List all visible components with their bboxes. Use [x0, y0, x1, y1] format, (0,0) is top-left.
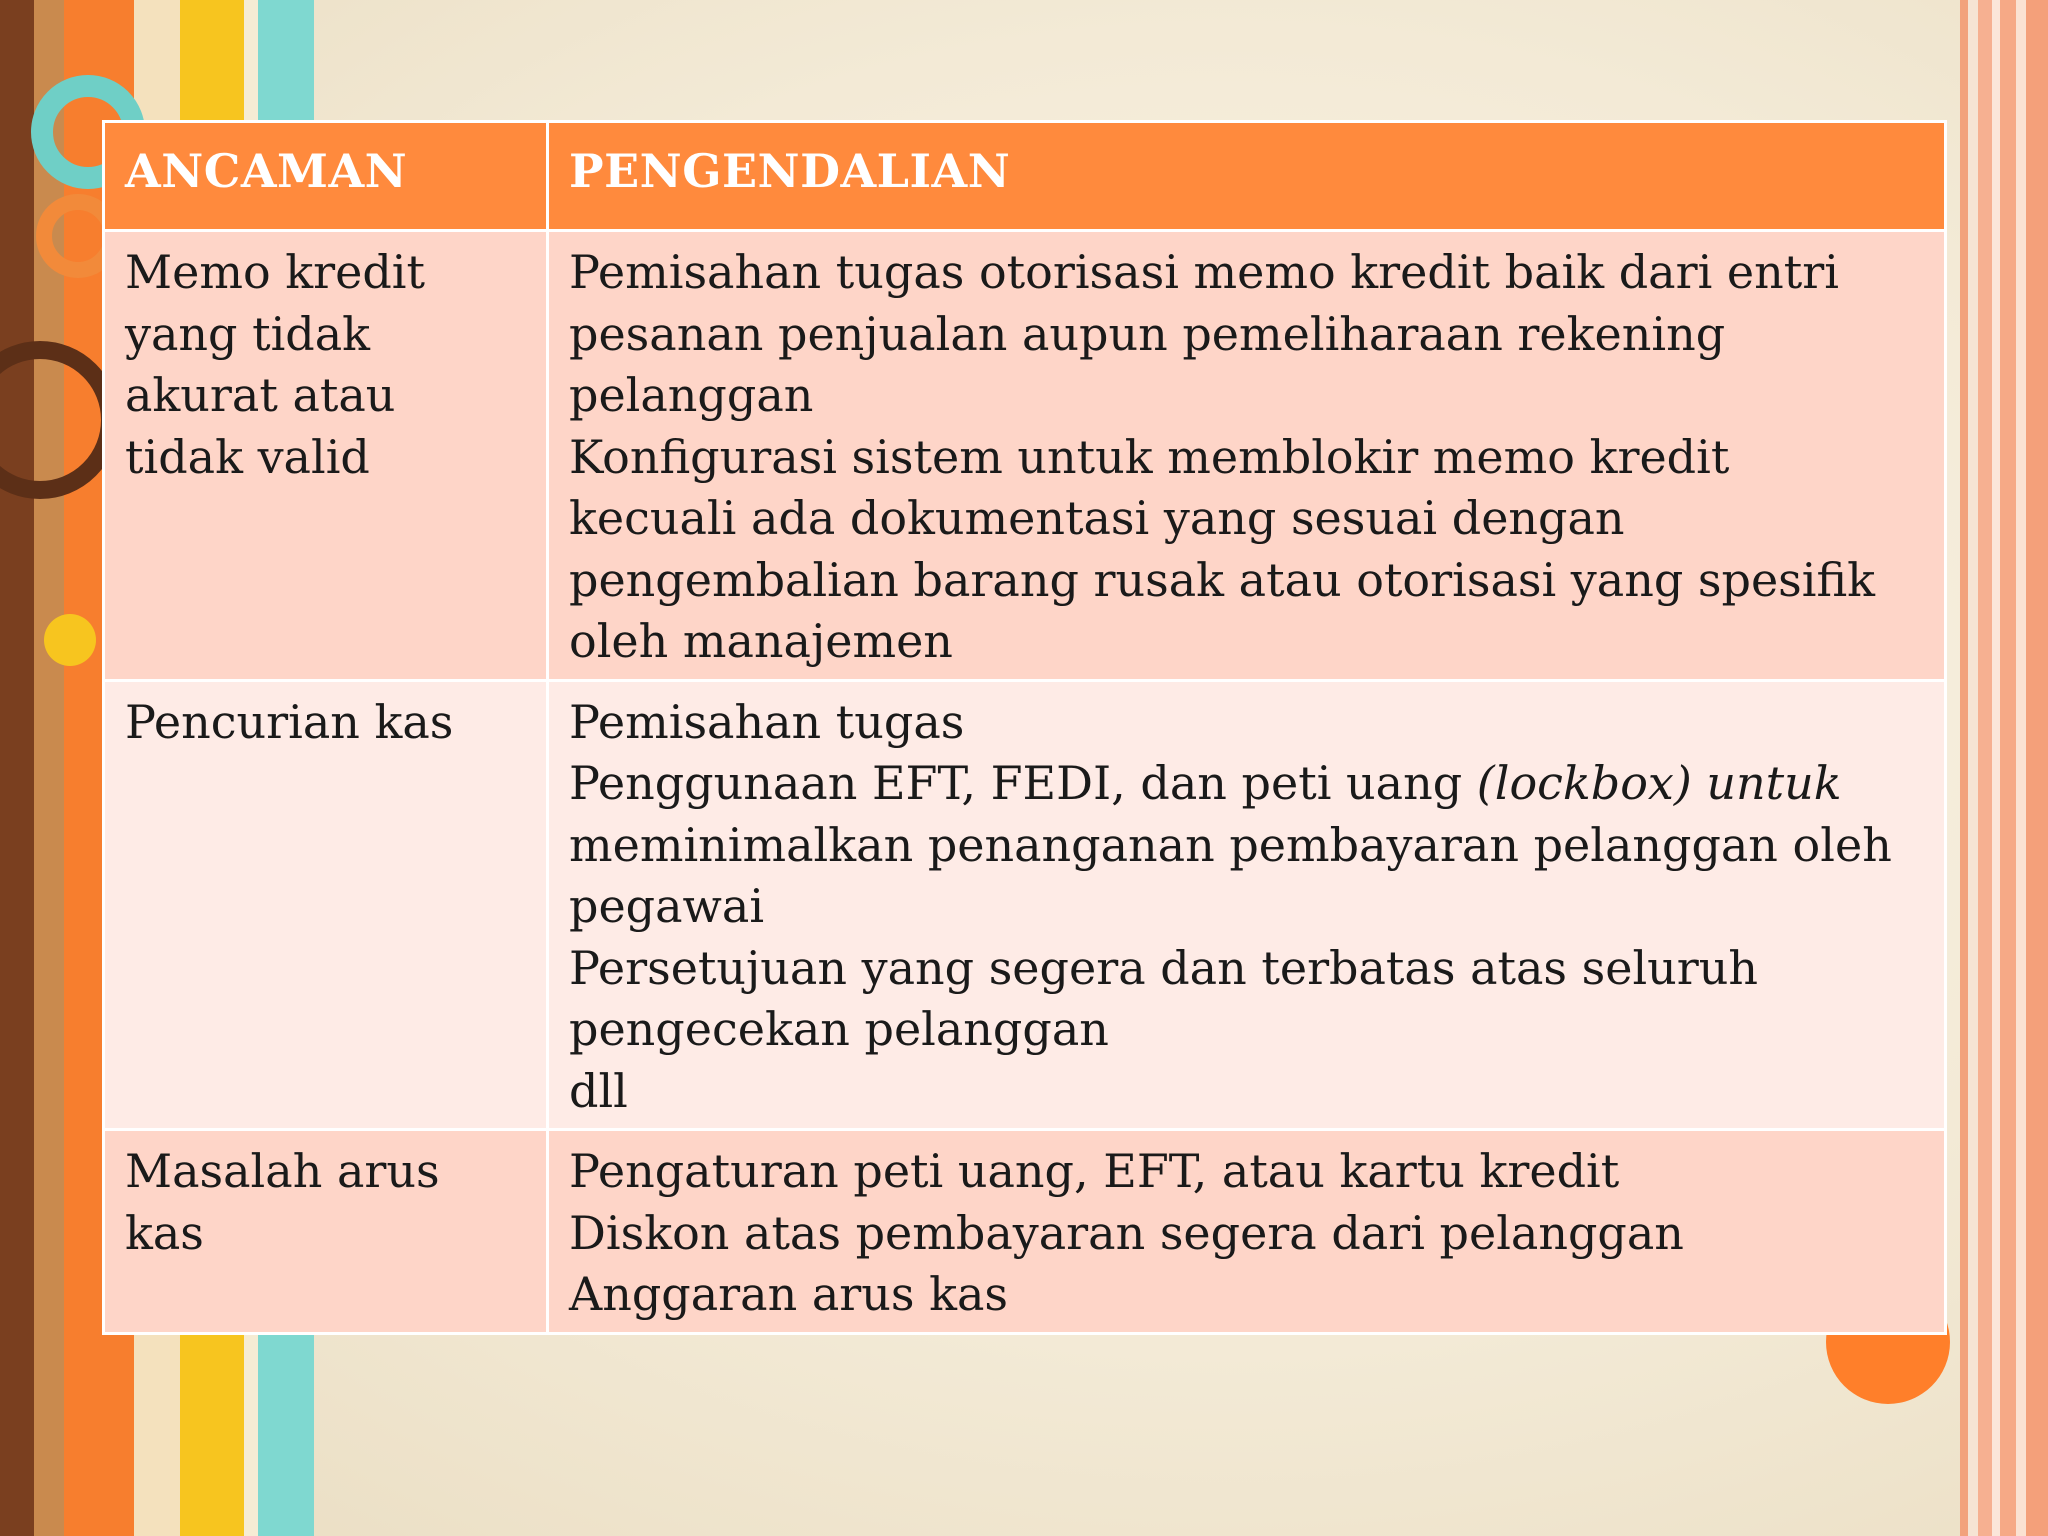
control-line [569, 753, 1926, 815]
control-cell [548, 231, 1946, 681]
header-threat: ANCAMAN [104, 122, 548, 231]
decor-ring-brown [0, 350, 110, 490]
header-control: PENGENDALIAN [548, 122, 1946, 231]
decor-right-stripe-3 [1978, 0, 1992, 1536]
control-line: Anggaran arus kas [569, 1267, 1008, 1321]
control-line: dll [569, 1063, 628, 1118]
control-line: Diskon atas pembayaran segera dari pelanggan [569, 1205, 1684, 1260]
control-cell [548, 680, 1946, 1130]
control-line: meminimalkan penanganan pembayaran pelanggan oleh [569, 817, 1892, 872]
control-line: Pemisahan tugas otorisasi memo kredit baik dari entri [569, 245, 1839, 299]
decor-right-stripe-4 [1992, 0, 2000, 1536]
control-line: oleh manajemen [569, 614, 953, 668]
control-line: Persetujuan yang segera dan terbatas atas seluruh [569, 940, 1759, 995]
threat-line: Pencurian kas [125, 694, 454, 749]
decor-right-stripe-5 [2000, 0, 2016, 1536]
threat-line: kas [125, 1205, 204, 1260]
control-line: pengecekan pelanggan [569, 1002, 1109, 1056]
control-line: Konfigurasi sistem untuk memblokir memo kredit [569, 429, 1730, 484]
threat-line: akurat atau [125, 368, 396, 422]
decor-right-stripe-6 [2016, 0, 2026, 1536]
control-line: pegawai [569, 879, 765, 933]
table-row [104, 231, 1946, 681]
control-line: kecuali ada dokumentasi yang sesuai dengan [569, 491, 1625, 545]
control-line: pesanan penjualan aupun pemeliharaan rekening [569, 306, 1726, 361]
threat-cell [104, 680, 548, 1130]
threat-line: Memo kredit [125, 245, 425, 299]
control-line: pelanggan [569, 368, 814, 422]
threat-cell [104, 231, 548, 681]
threats-controls-table [102, 120, 1947, 1335]
decor-dot-yellow [44, 614, 96, 666]
threat-line: Masalah arus [125, 1144, 440, 1198]
decor-right-stripe-2 [1968, 0, 1978, 1536]
control-line: Pengaturan peti uang, EFT, atau kartu kredit [569, 1144, 1620, 1198]
control-line-text: Penggunaan EFT, FEDI, dan peti uang [569, 756, 1477, 810]
threat-line: yang tidak [125, 306, 371, 361]
decor-right-stripe-1 [1960, 0, 1968, 1536]
control-line: pengembalian barang rusak atau otorisasi yang spesifik [569, 552, 1876, 607]
table-row [104, 1130, 1946, 1334]
control-cell [548, 1130, 1946, 1334]
decor-right-stripe-7 [2026, 0, 2048, 1536]
threat-line: tidak valid [125, 429, 370, 484]
table-row [104, 680, 1946, 1130]
control-line: Pemisahan tugas [569, 694, 965, 749]
threat-cell [104, 1130, 548, 1334]
control-line-italic: (lockbox) untuk [1476, 756, 1842, 810]
table-header-row [104, 122, 1946, 231]
